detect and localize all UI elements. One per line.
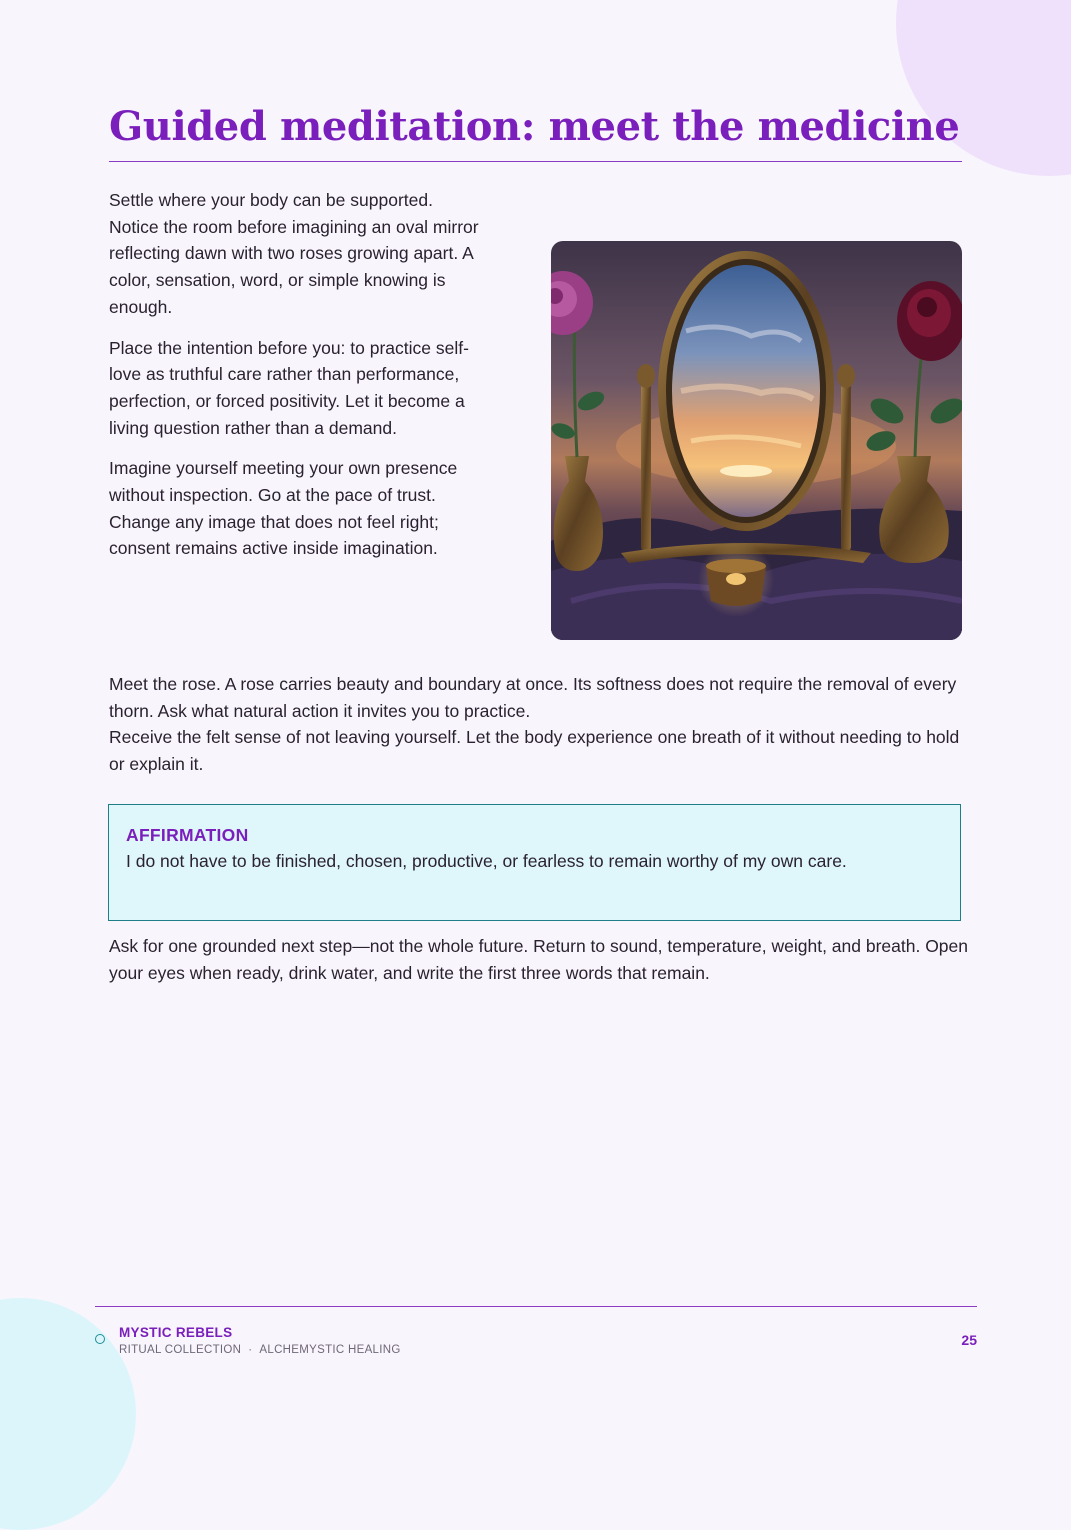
affirmation-text: I do not have to be finished, chosen, productive, or fearless to remain worthy of my own care.: [126, 851, 847, 871]
affirmation-label: AFFIRMATION: [126, 825, 249, 845]
mirror-roses-illustration: [551, 241, 962, 640]
footer-collection: RITUAL COLLECTION: [119, 1344, 242, 1356]
footer-series: ALCHEMYSTIC HEALING: [259, 1344, 401, 1356]
rose-paragraph-line-meet: Meet the rose. A rose carries beauty and boundary at once. Its softness does not require the removal of every thorn. Ask what natural action it invites you to practice.: [109, 674, 957, 721]
footer-separator: ·: [248, 1344, 253, 1356]
intro-paragraph-intention: Place the intention before you: to practice self-love as truthful care rather than performance, perfection, or forced positivity. Let it become a living question rather than a demand.: [109, 337, 469, 438]
title-divider: [109, 161, 962, 162]
footer-brand: MYSTIC REBELS: [119, 1325, 233, 1340]
intro-column: [109, 187, 479, 576]
page-title: Guided meditation: meet the medicine: [109, 103, 960, 150]
affirmation-callout: [108, 804, 961, 921]
intro-paragraph-presence: Imagine yourself meeting your own presence without inspection. Go at the pace of trust. Change any image that does not feel right; consent remains active inside imagination.: [109, 458, 458, 559]
footer-subtitle: [119, 1344, 401, 1356]
circle-bullet-icon: [95, 1334, 105, 1344]
rose-paragraph: [109, 671, 969, 778]
rose-paragraph-line-receive: Receive the felt sense of not leaving yourself. Let the body experience one breath of it without needing to hold or explain it.: [109, 727, 960, 775]
footer-divider: [95, 1306, 977, 1307]
intro-paragraph-settle: Settle where your body can be supported. Notice the room before imagining an oval mirror reflecting dawn with two roses growing apart. A color, sensation, word, or simple knowing is enough.: [109, 190, 479, 317]
page-number: 25: [961, 1332, 977, 1348]
closing-paragraph: Ask for one grounded next step—not the whole future. Return to sound, temperature, weight, and breath. Open your eyes when ready, drink water, and write the first three words that remain.: [109, 936, 969, 983]
decorative-circle-bottom-left: [0, 1298, 136, 1530]
